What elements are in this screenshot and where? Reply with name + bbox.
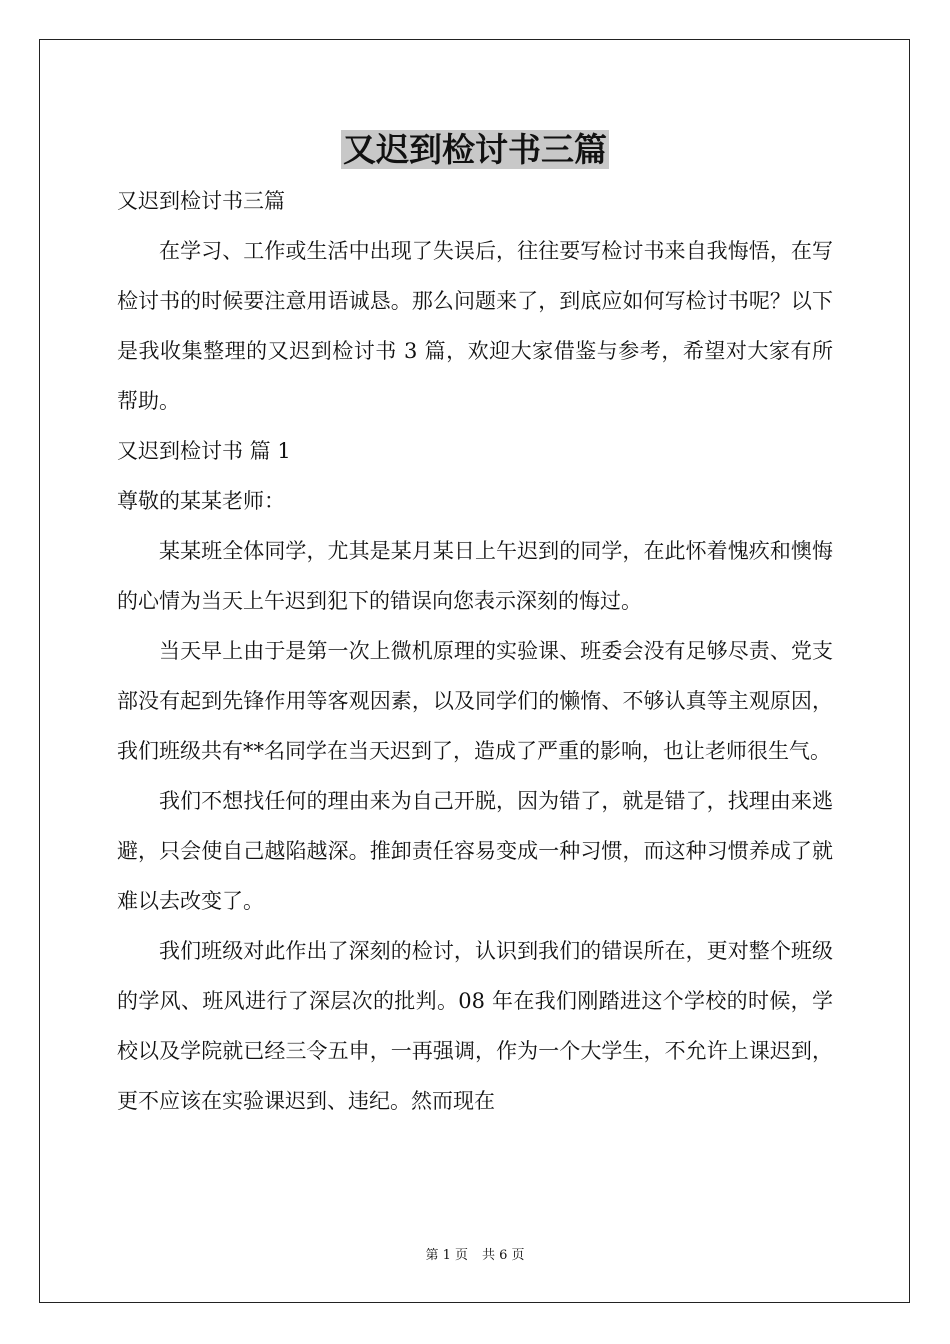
section-heading: 又迟到检讨书 篇 1	[117, 439, 291, 463]
intro-paragraph: 在学习、工作或生活中出现了失误后，往往要写检讨书来自我悔悟，在写检讨书的时候要注意用语诚恳。那么问题来了，到底应如何写检讨书呢？以下是我收集整理的又迟到检讨书 3 篇，欢迎大家借鉴与参考，希望对大家有所帮助。	[117, 239, 833, 413]
body-paragraph: 我们班级对此作出了深刻的检讨，认识到我们的错误所在，更对整个班级的学风、班风进行了深层次的批判。08 年在我们刚踏进这个学校的时候，学校以及学院就已经三令五申，一再强调，作为一个大学生，不允许上课迟到，更不应该在实验课迟到、违纪。然而现在	[117, 939, 833, 1113]
body-paragraph: 某某班全体同学，尤其是某月某日上午迟到的同学，在此怀着愧疚和懊悔的心情为当天上午迟到犯下的错误向您表示深刻的悔过。	[117, 539, 833, 613]
salutation: 尊敬的某某老师：	[117, 489, 285, 513]
page-footer	[0, 1246, 950, 1266]
body-paragraph: 当天早上由于是第一次上微机原理的实验课、班委会没有足够尽责、党支部没有起到先锋作用等客观因素，以及同学们的懒惰、不够认真等主观原因，我们班级共有**名同学在当天迟到了，造成了严重的影响，也让老师很生气。	[117, 639, 833, 763]
document-title	[0, 128, 950, 172]
body-paragraph: 我们不想找任何的理由来为自己开脱，因为错了，就是错了，找理由来逃避，只会使自己越陷越深。推卸责任容易变成一种习惯，而这种习惯养成了就难以去改变了。	[117, 789, 833, 913]
page-total: 共 6 页	[482, 1248, 525, 1263]
document-title-text: 又迟到检讨书三篇	[343, 130, 607, 169]
page-number: 第 1 页	[425, 1248, 468, 1263]
document-body	[117, 176, 833, 1126]
subtitle: 又迟到检讨书三篇	[117, 189, 285, 213]
